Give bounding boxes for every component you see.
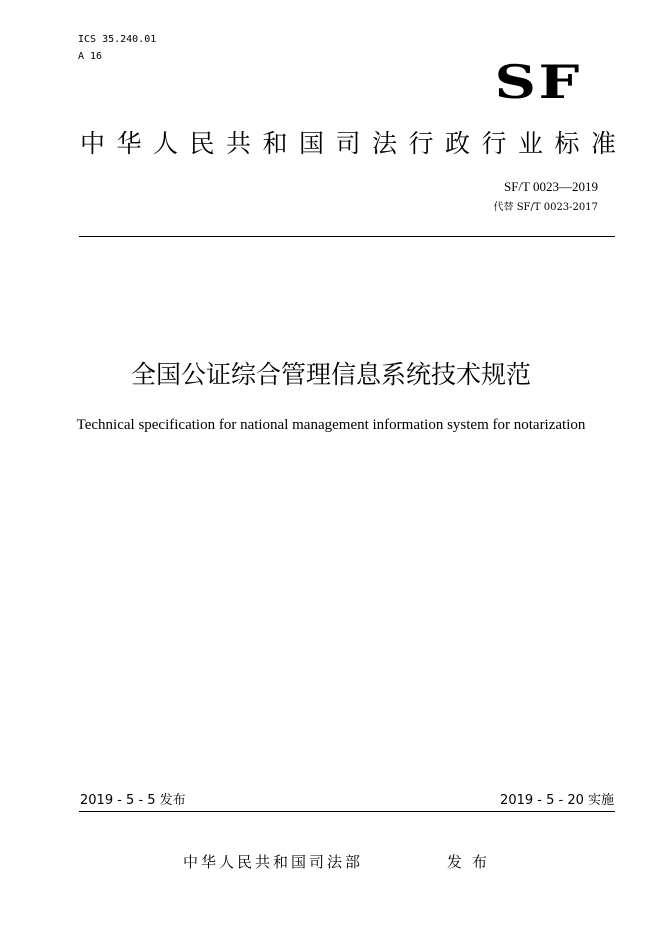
ccs-code: A 16 (78, 51, 103, 62)
sf-logo: SF (494, 55, 582, 109)
standard-type-heading: 中华人民共和国司法行政行业标准 (80, 129, 628, 158)
footer-divider (79, 811, 615, 812)
ics-code: ICS 35.240.01 (78, 34, 157, 45)
issuing-authority: 中华人民共和国司法部 (183, 853, 364, 871)
issue-label: 发布 (447, 853, 498, 871)
replaces-standard: 代替 SF/T 0023-2017 (493, 202, 598, 213)
implementation-date: 2019 - 5 - 20 实施 (500, 793, 614, 808)
header-divider (79, 236, 615, 237)
issue-date: 2019 - 5 - 5 发布 (80, 793, 186, 808)
document-title-english: Technical specification for national management information system for notarization (76, 417, 586, 433)
document-title-chinese: 全国公证综合管理信息系统技术规范 (130, 360, 531, 389)
standard-number: SF/T 0023—2019 (503, 179, 598, 194)
